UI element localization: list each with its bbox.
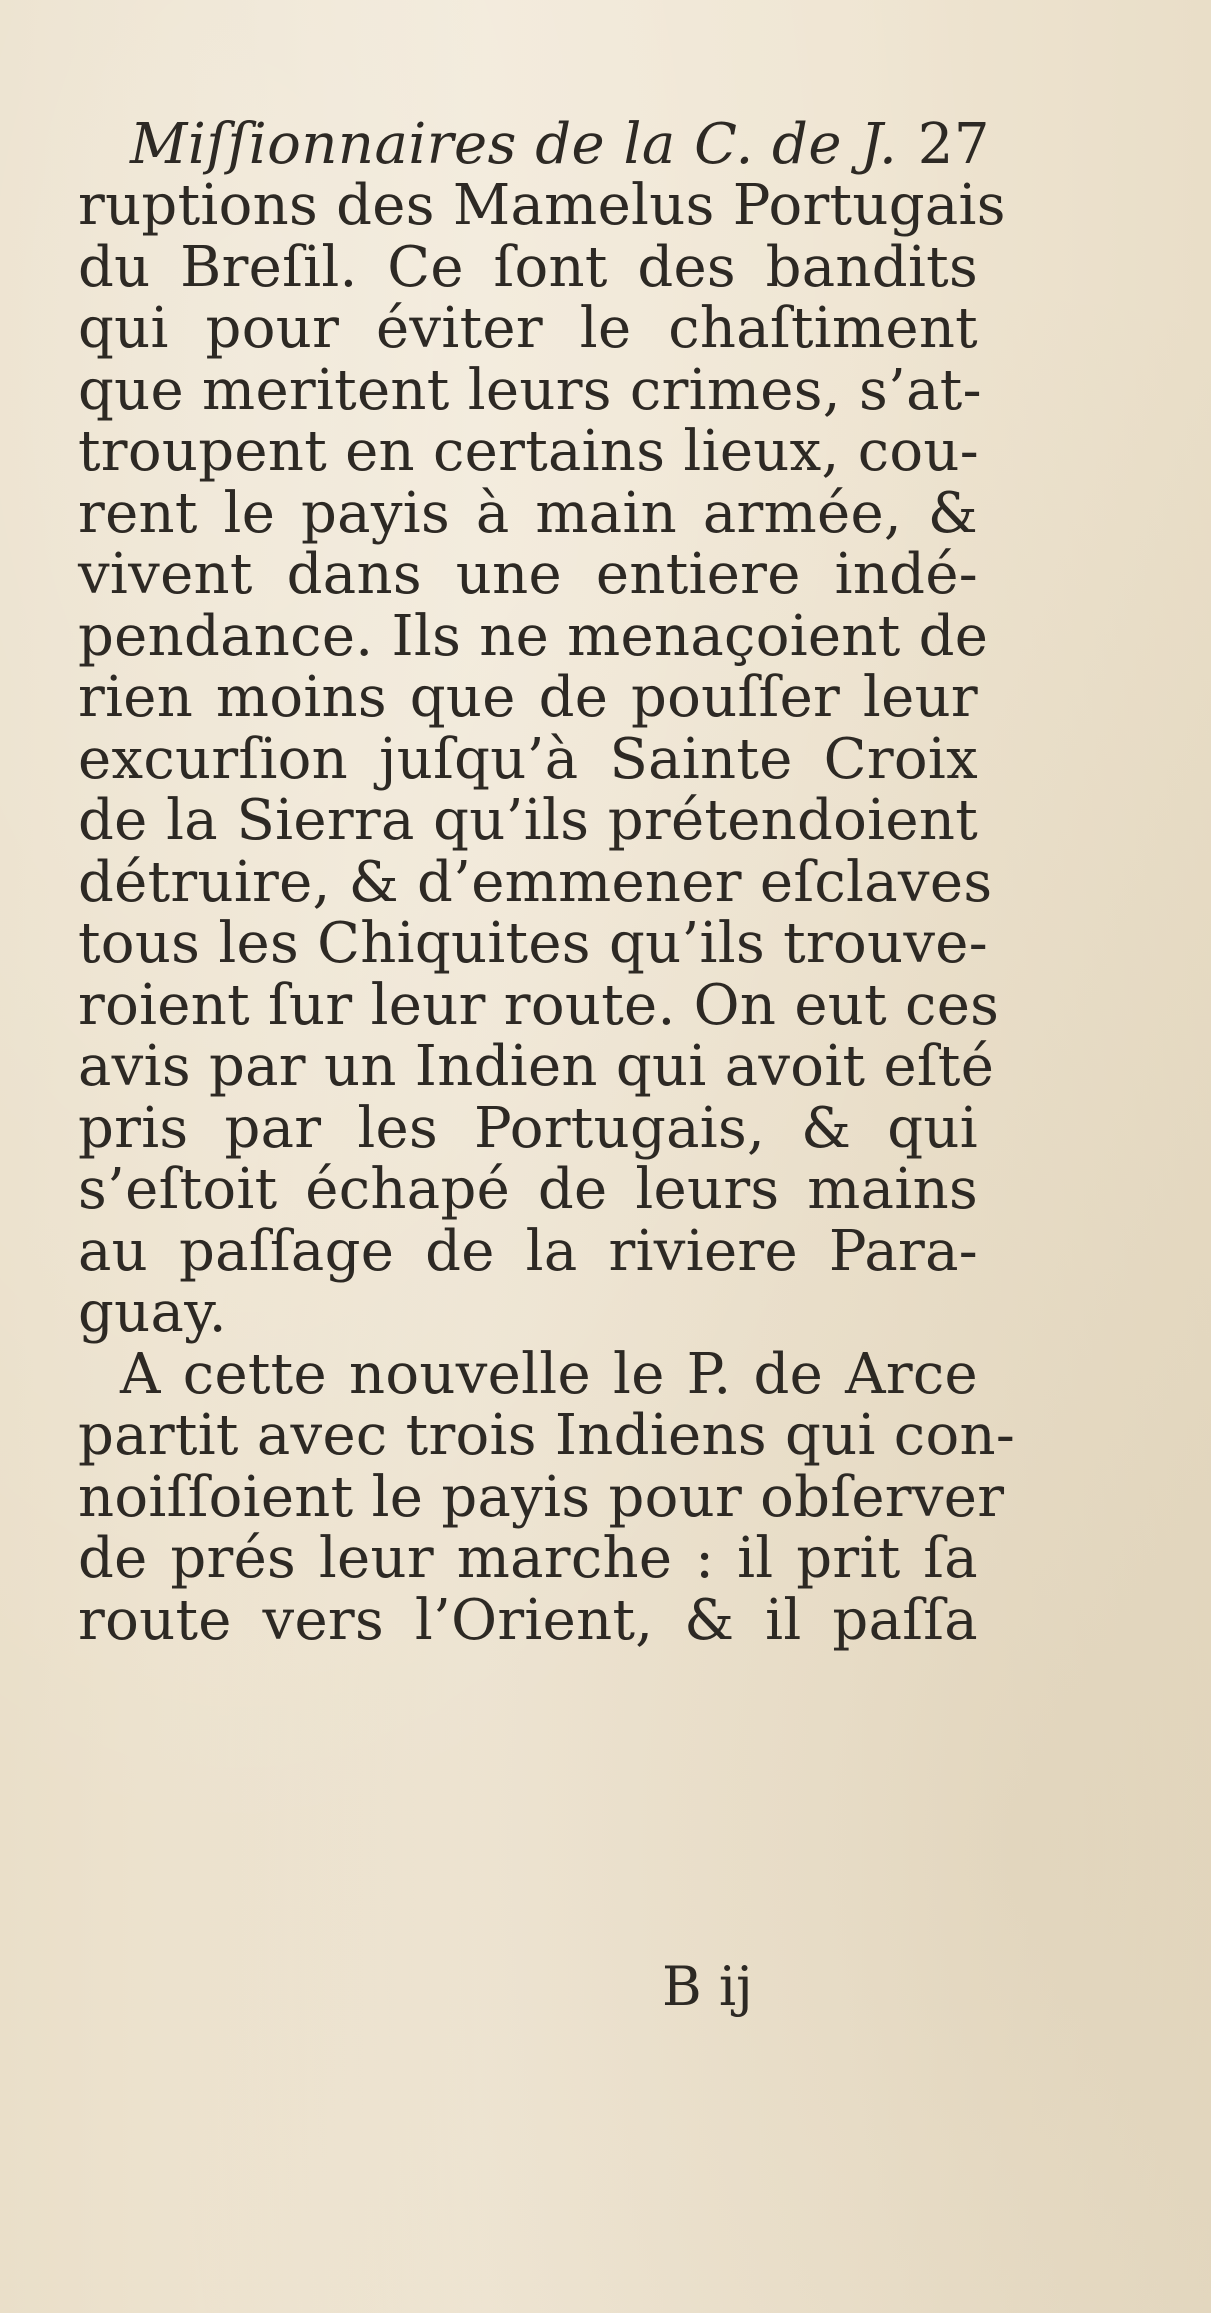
- text-line: que meritent leurs crimes, s’at-: [78, 357, 982, 423]
- text-line: qui pour éviter le chaſtiment: [78, 296, 978, 361]
- text-line: avis par un Indien qui avoit eſté: [78, 1034, 995, 1099]
- text-line: au paſſage de la riviere Para-: [78, 1218, 978, 1284]
- text-line: excurſion juſqu’à Sainte Croix: [78, 726, 978, 792]
- text-line: route vers l’Orient, & il paſſa: [78, 1587, 978, 1653]
- text-line: pris par les Portugais, & qui: [78, 1095, 978, 1161]
- signature-mark: B ij: [662, 1955, 753, 2018]
- text-line: ruptions des Mamelus Portugais: [78, 173, 1006, 238]
- text-line: partit avec trois Indiens qui con-: [78, 1403, 1016, 1468]
- running-head: [130, 110, 990, 180]
- paragraph-start-line: A cette nouvelle le P. de Arce: [120, 1341, 978, 1407]
- text-line: rien moins que de pouſſer leur: [78, 665, 978, 730]
- text-line: roient ſur leur route. On eut ces: [78, 972, 1000, 1038]
- text-line: de la Sierra qu’ils prétendoient: [78, 788, 978, 853]
- page-number: 27: [917, 112, 990, 177]
- text-line: vivent dans une entiere indé-: [78, 542, 978, 607]
- text-line: pendance. Ils ne menaçoient de: [78, 603, 989, 669]
- paragraph-end-line: guay.: [78, 1280, 227, 1345]
- text-line: s’eſtoit échapé de leurs mains: [78, 1157, 978, 1222]
- text-line: de prés leur marche : il prit ſa: [78, 1526, 978, 1591]
- text-line: noiſſoient le payis pour obſerver: [78, 1464, 1005, 1530]
- text-line: tous les Chiquites qu’ils trouve-: [78, 911, 988, 976]
- text-line: détruire, & d’emmener eſclaves: [78, 849, 993, 915]
- text-line: du Breſil. Ce ſont des bandits: [78, 234, 978, 300]
- text-line: troupent en certains lieux, cou-: [78, 419, 979, 484]
- running-head-title: Miſſionnaires de la C. de J.: [130, 112, 898, 177]
- body-text: [78, 173, 1016, 1653]
- text-line: rent le payis à main armée, &: [78, 480, 978, 546]
